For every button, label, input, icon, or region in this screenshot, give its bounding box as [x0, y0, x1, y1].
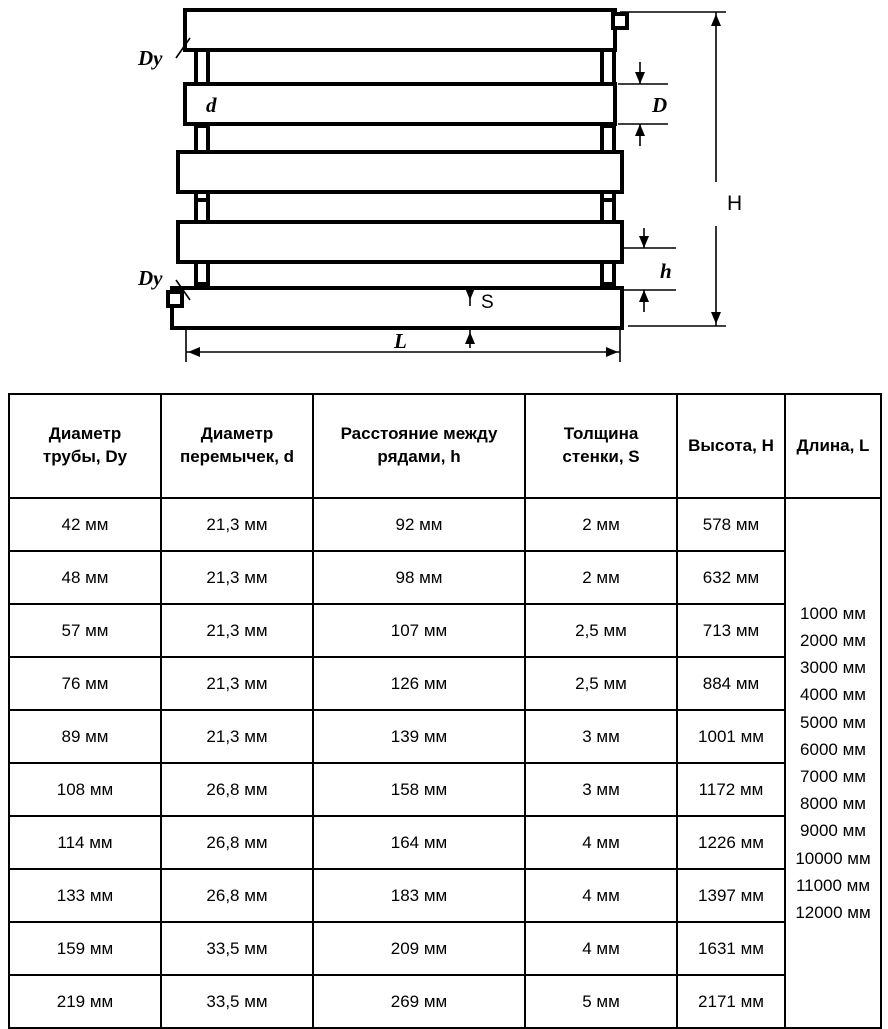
- pipe-row-1: [185, 10, 615, 50]
- specification-table: [8, 393, 882, 1029]
- arrow-s-bottom: [465, 332, 475, 344]
- technical-drawing: [0, 0, 888, 385]
- cell-d: 21,3 мм: [161, 657, 313, 710]
- cell-length-list: [785, 498, 881, 1028]
- label-l-length: L: [394, 329, 407, 353]
- cell-h: 107 мм: [313, 604, 525, 657]
- cell-height: 1226 мм: [677, 816, 785, 869]
- specification-table-container: [8, 393, 880, 1029]
- length-option: 6000 мм: [800, 739, 866, 759]
- label-s-thickness: S: [481, 292, 494, 313]
- table-row: [9, 710, 881, 763]
- cell-h: 269 мм: [313, 975, 525, 1028]
- label-d-diameter: D: [652, 93, 668, 117]
- cell-s: 2,5 мм: [525, 657, 677, 710]
- socket-bottom-left: [168, 292, 182, 306]
- cell-d: 33,5 мм: [161, 922, 313, 975]
- cell-dy: 133 мм: [9, 869, 161, 922]
- cell-height: 1172 мм: [677, 763, 785, 816]
- socket-top-right: [613, 14, 627, 28]
- label-dy-top: Dy: [138, 46, 163, 70]
- cell-dy: 114 мм: [9, 816, 161, 869]
- cell-dy: 159 мм: [9, 922, 161, 975]
- table-row: [9, 763, 881, 816]
- arrow-d-top: [635, 72, 645, 84]
- col-header-s: Толщина стенки, S: [525, 394, 677, 498]
- label-h-spacing: h: [660, 259, 672, 283]
- arrow-l-left: [188, 347, 200, 357]
- length-option: 4000 мм: [800, 685, 866, 705]
- arrow-d-bottom: [635, 124, 645, 136]
- cell-s: 2 мм: [525, 498, 677, 551]
- arrow-l-right: [606, 347, 618, 357]
- cell-s: 2 мм: [525, 551, 677, 604]
- cell-dy: 42 мм: [9, 498, 161, 551]
- cell-s: 5 мм: [525, 975, 677, 1028]
- arrow-h-bottom: [711, 312, 721, 324]
- cell-d: 26,8 мм: [161, 816, 313, 869]
- cell-height: 578 мм: [677, 498, 785, 551]
- cell-s: 4 мм: [525, 922, 677, 975]
- length-option: 9000 мм: [800, 821, 866, 841]
- cell-dy: 89 мм: [9, 710, 161, 763]
- length-option: 2000 мм: [800, 631, 866, 651]
- table-row: [9, 816, 881, 869]
- cell-d: 21,3 мм: [161, 604, 313, 657]
- register-schematic-svg: [0, 0, 888, 385]
- cell-d: 21,3 мм: [161, 710, 313, 763]
- arrow-h-top: [711, 14, 721, 26]
- col-header-length: Длина, L: [785, 394, 881, 498]
- pipe-row-3: [178, 152, 622, 192]
- col-header-d: Диаметр перемычек, d: [161, 394, 313, 498]
- table-row: [9, 551, 881, 604]
- col-header-height: Высота, H: [677, 394, 785, 498]
- cell-height: 884 мм: [677, 657, 785, 710]
- table-header-row: [9, 394, 881, 498]
- table-row: [9, 498, 881, 551]
- cell-s: 4 мм: [525, 869, 677, 922]
- length-option: 3000 мм: [800, 658, 866, 678]
- cell-d: 21,3 мм: [161, 498, 313, 551]
- length-option: 8000 мм: [800, 794, 866, 814]
- arrow-h-gap-bottom: [639, 290, 649, 302]
- cell-height: 632 мм: [677, 551, 785, 604]
- table-row: [9, 657, 881, 710]
- table-row: [9, 975, 881, 1028]
- length-option: 1000 мм: [800, 603, 866, 623]
- table-row: [9, 604, 881, 657]
- label-d-bridge: d: [206, 93, 217, 117]
- cell-h: 209 мм: [313, 922, 525, 975]
- table-row: [9, 869, 881, 922]
- cell-height: 1001 мм: [677, 710, 785, 763]
- table-row: [9, 922, 881, 975]
- length-option: 10000 мм: [795, 848, 871, 868]
- cell-height: 1631 мм: [677, 922, 785, 975]
- cell-d: 21,3 мм: [161, 551, 313, 604]
- cell-h: 158 мм: [313, 763, 525, 816]
- cell-d: 26,8 мм: [161, 869, 313, 922]
- cell-h: 126 мм: [313, 657, 525, 710]
- cell-s: 4 мм: [525, 816, 677, 869]
- col-header-h: Расстояние между рядами, h: [313, 394, 525, 498]
- length-option: 5000 мм: [800, 712, 866, 732]
- pipe-row-4: [178, 222, 622, 262]
- cell-h: 139 мм: [313, 710, 525, 763]
- cell-s: 2,5 мм: [525, 604, 677, 657]
- cell-s: 3 мм: [525, 763, 677, 816]
- cell-dy: 219 мм: [9, 975, 161, 1028]
- cell-height: 2171 мм: [677, 975, 785, 1028]
- label-dy-bottom: Dy: [138, 266, 163, 290]
- col-header-dy: Диаметр трубы, Dy: [9, 394, 161, 498]
- cell-h: 92 мм: [313, 498, 525, 551]
- cell-dy: 76 мм: [9, 657, 161, 710]
- length-option: 7000 мм: [800, 767, 866, 786]
- cell-h: 183 мм: [313, 869, 525, 922]
- cell-dy: 57 мм: [9, 604, 161, 657]
- cell-dy: 48 мм: [9, 551, 161, 604]
- cell-height: 713 мм: [677, 604, 785, 657]
- cell-h: 98 мм: [313, 551, 525, 604]
- cell-d: 26,8 мм: [161, 763, 313, 816]
- cell-height: 1397 мм: [677, 869, 785, 922]
- cell-h: 164 мм: [313, 816, 525, 869]
- arrow-h-gap-top: [639, 236, 649, 248]
- cell-s: 3 мм: [525, 710, 677, 763]
- length-option: 11000 мм: [795, 875, 871, 895]
- pipe-row-2: [185, 84, 615, 124]
- cell-dy: 108 мм: [9, 763, 161, 816]
- length-option: 12000 мм: [795, 902, 871, 922]
- cell-d: 33,5 мм: [161, 975, 313, 1028]
- pipe-row-5: [172, 288, 622, 328]
- label-h-height: H: [727, 192, 743, 215]
